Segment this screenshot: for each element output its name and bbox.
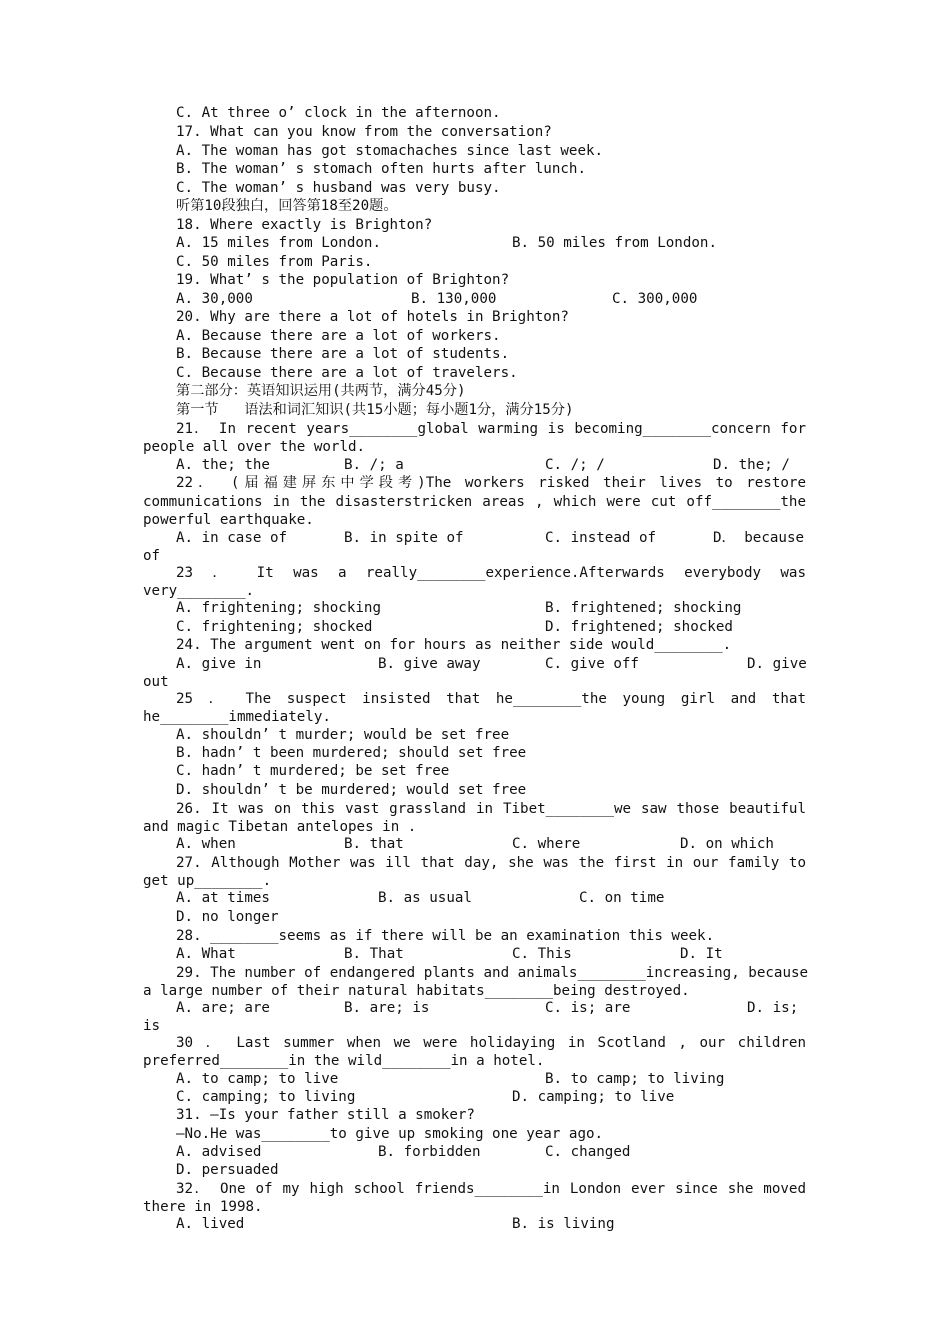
q19-option-c: C. 300,000 [612,291,698,307]
q29-option-a: A. are; are [176,1000,270,1016]
q28-option-b: B. That [344,946,404,962]
q18-option-b: B. 50 miles from London. [512,235,717,251]
q32-option-b: B. is living [512,1216,615,1232]
q22-option-d: D． because [713,530,805,546]
q19-option-a: A. 30,000 [176,291,253,307]
q19-option-b: B. 130,000 [411,291,497,307]
q29-option-d: D. is; [747,1000,799,1016]
q29-option-b: B. are; is [344,1000,430,1016]
q27-option-a: A. at times [176,890,270,906]
q20-option-b: B. Because there are a lot of students. [176,346,510,362]
q21-option-d: D. the; / [713,457,790,473]
q25-option-d: D. shouldn’ t be murdered; would set free [176,782,527,798]
q23-option-d: D. frightened; shocked [545,619,733,635]
q25-question-line2: he________immediately. [143,709,331,725]
q26-option-d: D. on which [680,836,774,852]
q31-option-c: C. changed [545,1144,631,1160]
q22-question-line3: powerful earthquake. [143,512,314,528]
q30-option-b: B. to camp; to living [545,1071,725,1087]
q26-option-b: B. that [344,836,404,852]
q17-option-c: C. The woman’ s husband was very busy. [176,180,501,196]
q30-question-line2: preferred________in the wild________in a hotel. [143,1053,545,1069]
q24-option-a: A. give in [176,656,262,672]
q25-option-a: A. shouldn’ t murder; would be set free [176,727,510,743]
q27-option-d: D. no longer [176,909,279,925]
q25-question-line1: 25 ． The suspect insisted that he________the young girl and that [176,691,806,707]
q30-option-d: D. camping; to live [512,1089,675,1105]
q24-option-c: C. give off [545,656,639,672]
q22-option-b: B. in spite of [344,530,464,546]
q20-question: 20. Why are there a lot of hotels in Brighton? [176,309,569,325]
section-instruction: 听第10段独白，回答第18至20题。 [176,198,398,214]
q31-option-a: A. advised [176,1144,262,1160]
q16-option-c: C. At three o’ clock in the afternoon. [176,105,501,121]
q18-option-a: A. 15 miles from London. [176,235,381,251]
q28-option-a: A. What [176,946,236,962]
q17-option-b: B. The woman’ s stomach often hurts after lunch. [176,161,586,177]
q24-question: 24. The argument went on for hours as neither side would________. [176,637,732,653]
q28-option-d: D. It [680,946,723,962]
q23-question-line1: 23 ． It was a really________experience.Afterwards everybody was [176,565,806,581]
q32-question-line1: 32． One of my high school friends________in London ever since she moved [176,1181,806,1197]
q26-question-line2: and magic Tibetan antelopes in . [143,819,417,835]
q22-question-line1: 22． (届福建屏东中学段考)The workers risked their lives to restore [176,475,806,491]
q24-option-b: B. give away [378,656,481,672]
q25-option-b: B. hadn’ t been murdered; should set free [176,745,527,761]
q23-option-b: B. frightened; shocking [545,600,742,616]
q22-option-d-wrap: of [143,548,161,564]
q22-option-a: A. in case of [176,530,288,546]
q29-question-line1: 29. The number of endangered plants and animals________increasing, because [176,965,809,981]
q23-option-c: C. frightening; shocked [176,619,373,635]
q23-option-a: A. frightening; shocking [176,600,381,616]
q26-option-c: C. where [512,836,581,852]
q21-option-a: A. the; the [176,457,270,473]
q27-option-c: C. on time [579,890,665,906]
q21-question-line2: people all over the world. [143,439,366,455]
q22-option-c: C. instead of [545,530,657,546]
q32-question-line2: there in 1998. [143,1199,263,1215]
q29-option-d-wrap: is [143,1018,161,1034]
q21-option-c: C. /; / [545,457,605,473]
q29-option-c: C. is; are [545,1000,631,1016]
section-one-heading: 第一节 语法和词汇知识(共15小题；每小题1分，满分15分) [176,402,574,418]
q23-question-line2: very________. [143,583,255,599]
q26-option-a: A. when [176,836,236,852]
q18-question: 18. Where exactly is Brighton? [176,217,433,233]
q29-question-line2: a large number of their natural habitats________being destroyed. [143,983,690,999]
q18-option-c: C. 50 miles from Paris. [176,254,373,270]
q20-option-a: A. Because there are a lot of workers. [176,328,501,344]
q17-question: 17. What can you know from the conversation? [176,124,552,140]
q31-option-d: D. persuaded [176,1162,279,1178]
q31-question-line1: 31. —Is your father still a smoker? [176,1107,475,1123]
q27-question-line1: 27. Although Mother was ill that day, she was the first in our family to [176,855,806,871]
q22-question-line2: communications in the disasterstricken areas , which were cut off________the [143,494,806,510]
q28-option-c: C. This [512,946,572,962]
q24-option-d-wrap: out [143,674,169,690]
q31-option-b: B. forbidden [378,1144,481,1160]
q17-option-a: A. The woman has got stomachaches since last week. [176,143,604,159]
q21-question-line1: 21． In recent years________global warming is becoming________concern for [176,421,806,437]
q30-option-a: A. to camp; to live [176,1071,339,1087]
q20-option-c: C. Because there are a lot of travelers. [176,365,518,381]
q27-question-line2: get up________. [143,873,272,889]
part-two-heading: 第二部分：英语知识运用(共两节，满分45分) [176,383,466,399]
q32-option-a: A. lived [176,1216,245,1232]
q31-question-line2: —No.He was________to give up smoking one year ago. [176,1126,604,1142]
q27-option-b: B. as usual [378,890,472,906]
q26-question-line1: 26. It was on this vast grassland in Tibet________we saw those beautiful [176,801,806,817]
q21-option-b: B. /; a [344,457,404,473]
q25-option-c: C. hadn’ t murdered; be set free [176,763,450,779]
q30-question-line1: 30 ． Last summer when we were holidaying in Scotland , our children [176,1035,806,1051]
q30-option-c: C. camping; to living [176,1089,356,1105]
q19-question: 19. What’ s the population of Brighton? [176,272,510,288]
q28-question: 28. ________seems as if there will be an examination this week. [176,928,715,944]
q24-option-d: D. give [747,656,807,672]
